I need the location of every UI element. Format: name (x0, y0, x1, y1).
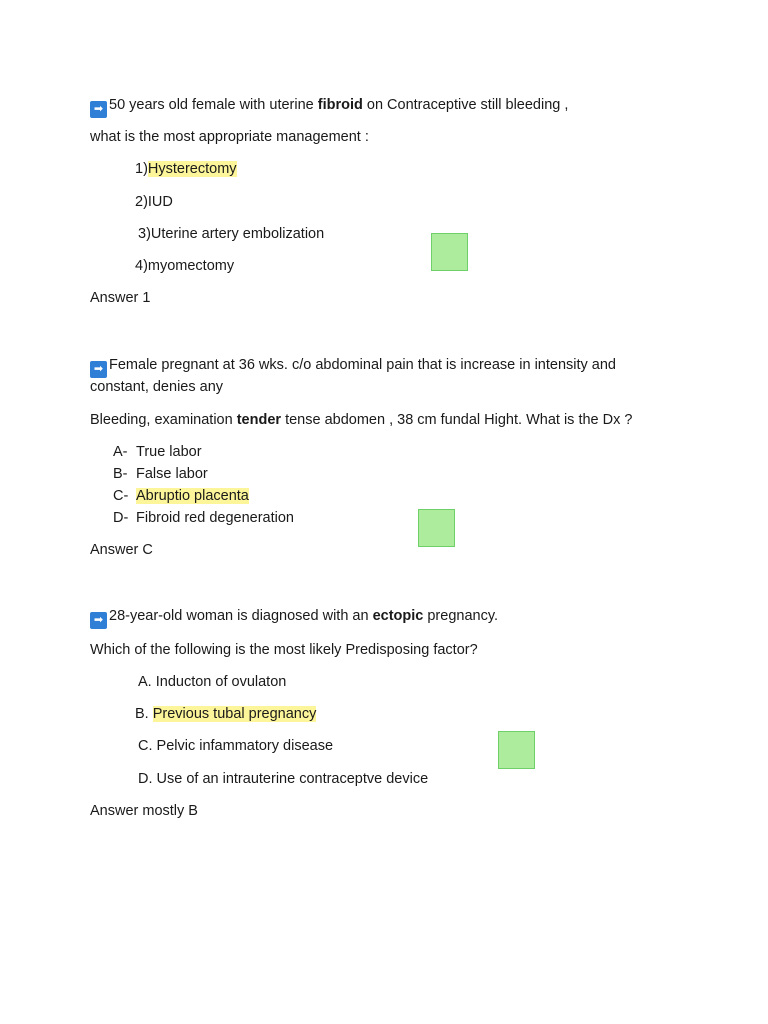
q2-option-c (113, 487, 249, 505)
q2-option-a-text: True labor (136, 444, 202, 460)
q3-stem-pre: 28-year-old woman is diagnosed with an (109, 608, 373, 624)
q2-option-a (113, 443, 202, 461)
q3-option-b (135, 705, 316, 723)
q2-option-c-highlight: Abruptio placenta (136, 488, 249, 504)
q2-option-b-label: B- (113, 466, 128, 482)
q2-stem-line1: Female pregnant at 36 wks. c/o abdominal pain that is increase in intensity and (109, 357, 616, 373)
q1-stem-pre: 50 years old female with uterine (109, 97, 318, 113)
q1-option-4: 4)myomectomy (135, 258, 235, 274)
q2-question (90, 411, 632, 429)
q2-stem-line2: constant, denies any (90, 379, 224, 395)
q3-stem (90, 607, 498, 629)
q1-option-1 (135, 160, 237, 178)
q2-answer: Answer C (90, 542, 153, 558)
q2-option-b-text: False labor (136, 466, 208, 482)
q3-stem-post: pregnancy. (423, 608, 499, 624)
q2-question-pre: Bleeding, examination (90, 412, 237, 428)
q1-stem-post: on Contraceptive still bleeding , (362, 97, 569, 113)
q2-option-b (113, 465, 208, 483)
q1-option-1-number: 1) (135, 161, 148, 177)
q3-option-a: A. Inducton of ovulaton (138, 674, 287, 690)
q1-option-3: 3)Uterine artery embolization (138, 226, 325, 242)
q3-option-d: D. Use of an intrauterine contraceptve device (138, 771, 429, 787)
right-arrow-icon: ➡ (90, 612, 107, 629)
q2-option-d-text: Fibroid red degeneration (136, 510, 294, 526)
q3-option-c: C. Pelvic infammatory disease (138, 738, 334, 754)
q2-option-a-label: A- (113, 444, 128, 460)
sticky-note-icon[interactable] (431, 233, 468, 271)
q3-option-b-highlight: Previous tubal pregnancy (152, 706, 317, 722)
q1-option-2: 2)IUD (135, 194, 173, 210)
q3-question: Which of the following is the most likely Predisposing factor? (90, 642, 478, 658)
q1-question: what is the most appropriate management : (90, 129, 369, 145)
q2-question-bold: tender (236, 412, 282, 428)
q3-stem-bold: ectopic (372, 608, 424, 624)
q2-option-c-label: C- (113, 488, 129, 504)
q2-option-d-label: D- (113, 510, 129, 526)
right-arrow-icon: ➡ (90, 361, 107, 378)
q2-option-d (113, 509, 294, 527)
sticky-note-icon[interactable] (498, 731, 535, 769)
sticky-note-icon[interactable] (418, 509, 455, 547)
q1-answer: Answer 1 (90, 290, 151, 306)
q1-stem-bold: fibroid (317, 97, 363, 113)
q1-stem (90, 96, 568, 118)
q1-option-1-highlight: Hysterectomy (147, 161, 237, 177)
q3-option-b-label: B. (135, 706, 153, 722)
q2-stem (90, 356, 616, 378)
right-arrow-icon: ➡ (90, 101, 107, 118)
q2-question-post: tense abdomen , 38 cm fundal Hight. What is the Dx ? (281, 412, 633, 428)
q3-answer: Answer mostly B (90, 803, 198, 819)
